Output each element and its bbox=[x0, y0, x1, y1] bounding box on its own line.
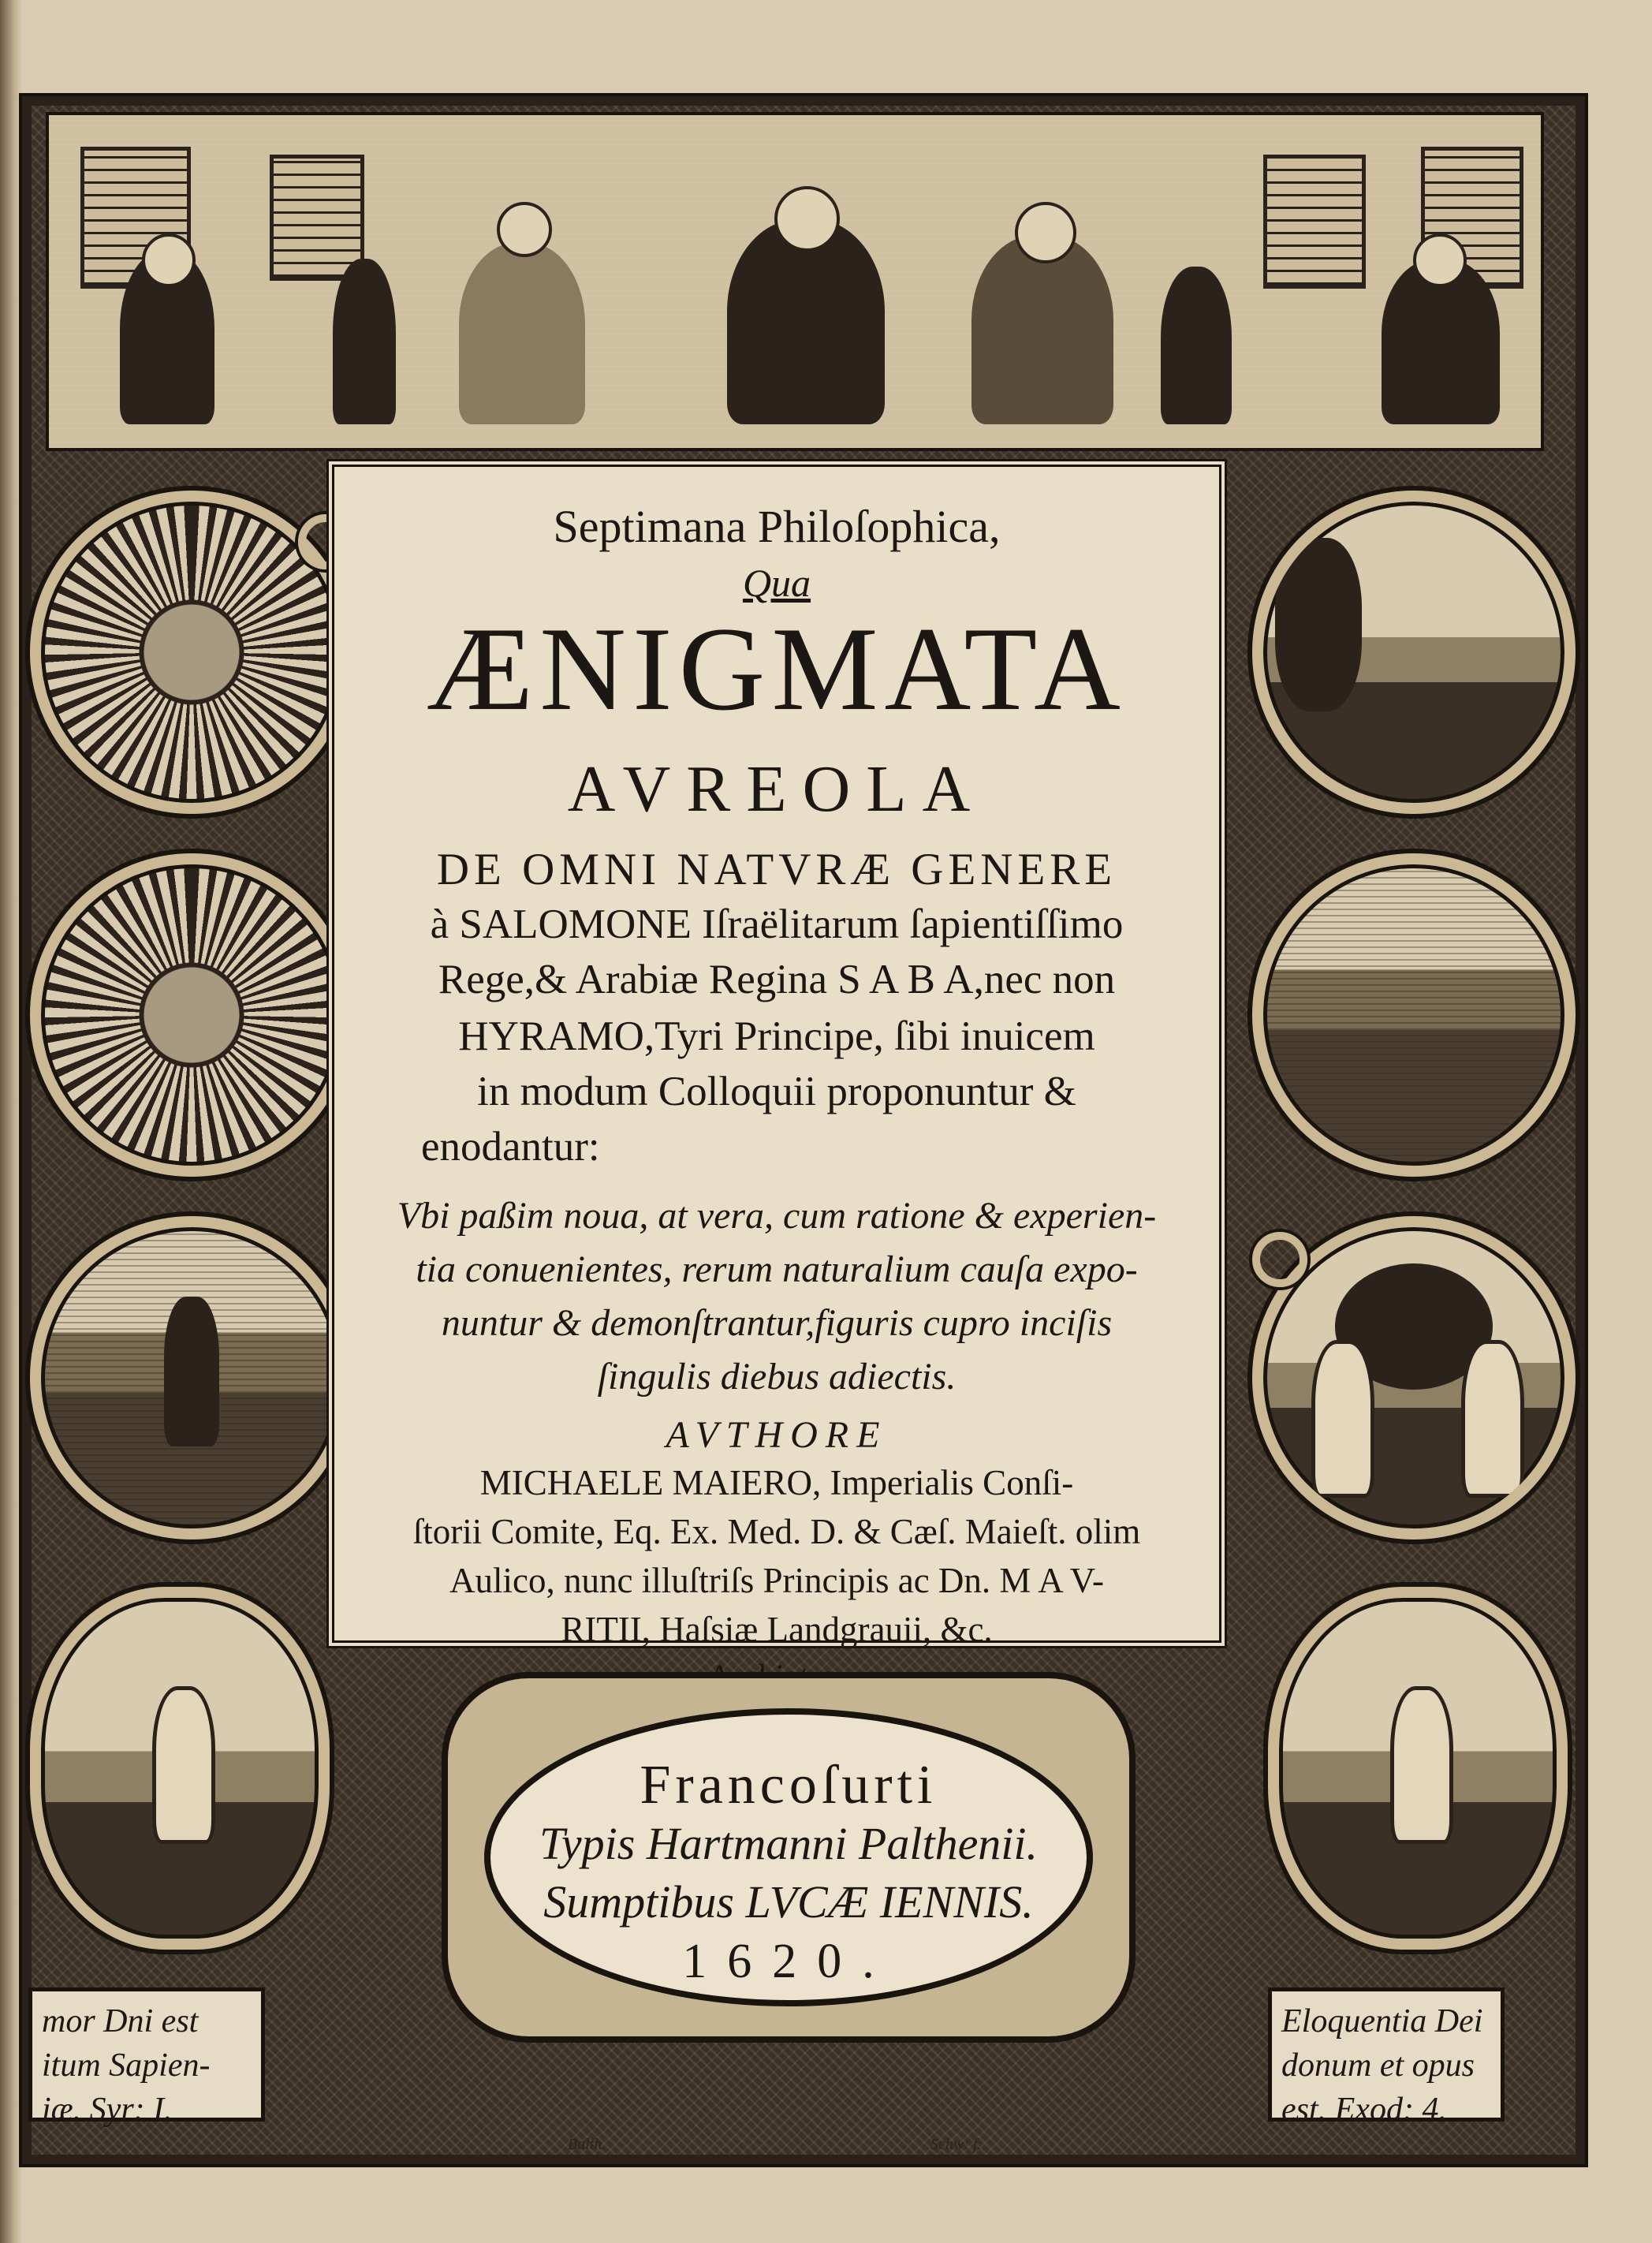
quote-line: donum et opus bbox=[1281, 2047, 1475, 2084]
title-line: Rege,& Arabiæ Regina S A B A,nec non bbox=[438, 957, 1116, 1002]
allegorical-figure bbox=[152, 1686, 215, 1844]
landscape-tree-medallion bbox=[1252, 491, 1576, 814]
author-line: MICHAELE MAIERO, Imperialis Conſi- bbox=[479, 1463, 1074, 1502]
quote-line: iæ. Syr: I. bbox=[42, 2092, 173, 2128]
title-panel bbox=[326, 459, 1227, 1648]
imprint-printer: Typis Hartmanni Palthenii. bbox=[539, 1818, 1039, 1869]
engraver-signature: Balth. bbox=[568, 2136, 606, 2153]
imprint-publisher: Sumptibus LVCÆ IENNIS. bbox=[543, 1876, 1034, 1928]
scribe-head bbox=[142, 233, 196, 287]
courtier-figure bbox=[1161, 267, 1232, 424]
courtier-figure bbox=[333, 259, 396, 424]
imprint-cartouche bbox=[442, 1672, 1136, 2043]
mercury-figure-medallion bbox=[1268, 1587, 1568, 1950]
main-title: ÆNIGMATA bbox=[427, 603, 1127, 735]
description-line: Vbi paßim noua, at vera, cum ratione & experien- bbox=[397, 1195, 1157, 1237]
writer-head bbox=[1413, 233, 1467, 287]
imprint-year: 1620. bbox=[682, 1935, 895, 1988]
title-line: DE OMNI NATVRÆ GENERE bbox=[436, 845, 1117, 894]
mountain-cave-medallion bbox=[30, 1216, 353, 1539]
creation-animals-medallion bbox=[1252, 853, 1576, 1177]
tree bbox=[1275, 538, 1362, 711]
hiram-figure bbox=[971, 235, 1113, 424]
title-line: Septimana Philoſophica, bbox=[553, 501, 1001, 552]
window bbox=[1263, 155, 1366, 289]
scroll-ornament bbox=[1252, 1232, 1307, 1287]
eve-figure bbox=[1461, 1340, 1524, 1498]
allegorical-figure bbox=[1390, 1686, 1453, 1844]
author-heading: AVTHORE bbox=[666, 1414, 888, 1456]
description-line: nuntur & demonſtrantur,figuris cupro inciſis bbox=[441, 1302, 1113, 1344]
imprint-place: Francoſurti bbox=[640, 1755, 938, 1816]
sun-earth-medallion bbox=[30, 853, 353, 1177]
quote-line: itum Sapien- bbox=[42, 2047, 211, 2084]
quote-line: est. Exod: 4. bbox=[1281, 2092, 1447, 2128]
figure bbox=[164, 1297, 219, 1446]
title-line: à SALOMONE Iſraëlitarum ſapientiſſimo bbox=[430, 901, 1124, 947]
queen-head bbox=[497, 202, 552, 257]
description-line: ſingulis diebus adiectis. bbox=[597, 1356, 957, 1398]
quote-line: Eloquentia Dei bbox=[1281, 2003, 1483, 2040]
wisdom-figure-medallion bbox=[30, 1587, 330, 1950]
hiram-head bbox=[1015, 202, 1076, 263]
court-scene-engraving bbox=[46, 112, 1544, 451]
quote-line: mor Dni est bbox=[42, 2003, 199, 2040]
quote-right bbox=[1268, 1987, 1505, 2128]
author-line: Aulico, nunc illuſtriſs Principis ac Dn. M A V- bbox=[449, 1561, 1104, 1600]
description-line: tia conuenientes, rerum naturalium cauſa expo- bbox=[416, 1248, 1138, 1290]
title-line: HYRAMO,Tyri Principe, ſibi inuicem bbox=[458, 1013, 1095, 1059]
title-line: enodantur: bbox=[421, 1124, 600, 1170]
imprint-oval bbox=[484, 1708, 1093, 2006]
king-head bbox=[774, 186, 840, 252]
quote-left bbox=[28, 1987, 265, 2128]
window bbox=[270, 155, 364, 281]
queen-figure bbox=[459, 243, 585, 424]
author-line: ſtorii Comite, Eq. Ex. Med. D. & Cæſ. Maieſt. olim bbox=[412, 1512, 1141, 1551]
title-line: Qua bbox=[742, 561, 811, 605]
engraver-signature: Schw: f. bbox=[930, 2136, 982, 2153]
author-line: RITII, Haſsiæ Landgrauii, &c. bbox=[561, 1610, 993, 1649]
title-line: in modum Colloquii proponuntur & bbox=[477, 1069, 1076, 1114]
adam-figure bbox=[1311, 1340, 1374, 1498]
title-line: AVREOLA bbox=[567, 752, 986, 826]
